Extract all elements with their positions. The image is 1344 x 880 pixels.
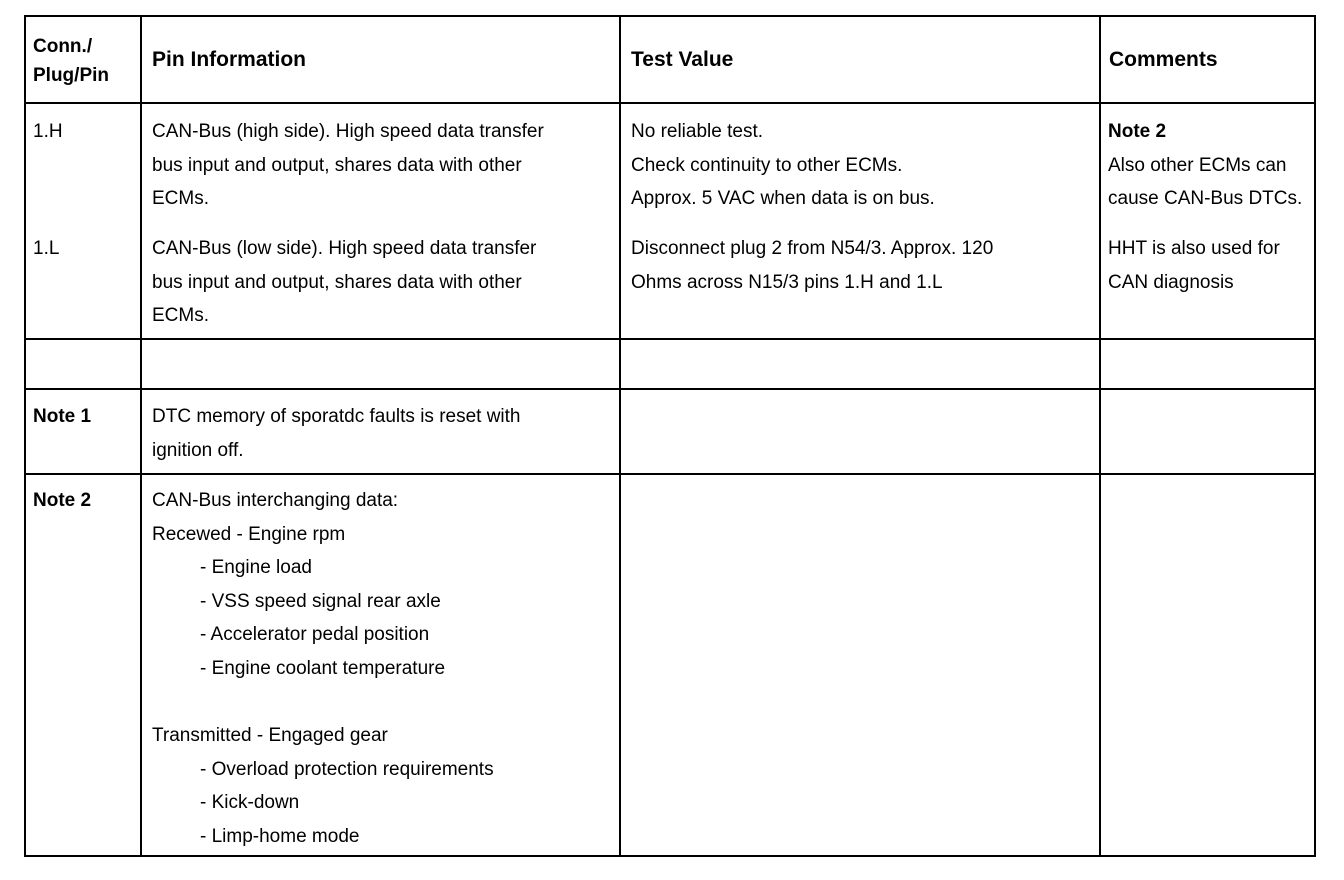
note1-label: Note 1 xyxy=(33,406,92,427)
col-divider-3 xyxy=(1099,17,1101,855)
row-divider-note1 xyxy=(26,473,1314,475)
pin-1l: 1.L xyxy=(33,238,60,259)
pin-1l-info: CAN-Bus (low side). High speed data transfer bus input and output, shares data with other ECMs. xyxy=(152,238,537,326)
list-item: - Limp-home mode xyxy=(200,825,360,847)
list-item: - Engine load xyxy=(200,557,312,578)
header-conn-plug-pin: Conn./ Plug/Pin xyxy=(33,36,109,86)
row-divider-can xyxy=(26,338,1314,340)
row-divider-empty xyxy=(26,388,1314,390)
pin-1h-info: CAN-Bus (high side). High speed data transfer bus input and output, shares data with other ECMs. xyxy=(152,121,544,209)
header-comments: Comments xyxy=(1109,48,1218,71)
pin-table xyxy=(24,15,1316,857)
col-divider-1 xyxy=(140,17,142,855)
list-item: - Overload protection requirements xyxy=(200,758,494,780)
pin-1l-comment: HHT is also used for CAN diagnosis xyxy=(1108,238,1280,293)
note2-text xyxy=(152,484,494,853)
note2-label: Note 2 xyxy=(33,490,92,511)
pin-1h-comment: Note 2 Also other ECMs can cause CAN-Bus DTCs. xyxy=(1108,121,1303,209)
header-pin-information: Pin Information xyxy=(152,48,306,71)
list-item: - Engine coolant temperature xyxy=(200,657,446,679)
note2-received-label: Recewed - Engine rpm xyxy=(152,523,346,545)
note1-text: DTC memory of sporatdc faults is reset with ignition off. xyxy=(152,406,521,461)
list-item: - Accelerator pedal position xyxy=(200,624,430,645)
note2-transmitted-label: Transmitted - Engaged gear xyxy=(152,725,388,746)
list-item: - VSS speed signal rear axle xyxy=(200,590,441,612)
pin-1h-test-value: No reliable test. Check continuity to other ECMs. Approx. 5 VAC when data is on bus. xyxy=(631,121,935,209)
pin-1h: 1.H xyxy=(33,121,63,142)
row-divider-header xyxy=(26,102,1314,104)
note2-intro: CAN-Bus interchanging data: xyxy=(152,490,399,511)
header-test-value: Test Value xyxy=(631,48,734,71)
pin-1l-test-value: Disconnect plug 2 from N54/3. Approx. 120 Ohms across N15/3 pins 1.H and 1.L xyxy=(631,238,994,293)
list-item: - Kick-down xyxy=(200,792,300,813)
col-divider-2 xyxy=(619,17,621,855)
